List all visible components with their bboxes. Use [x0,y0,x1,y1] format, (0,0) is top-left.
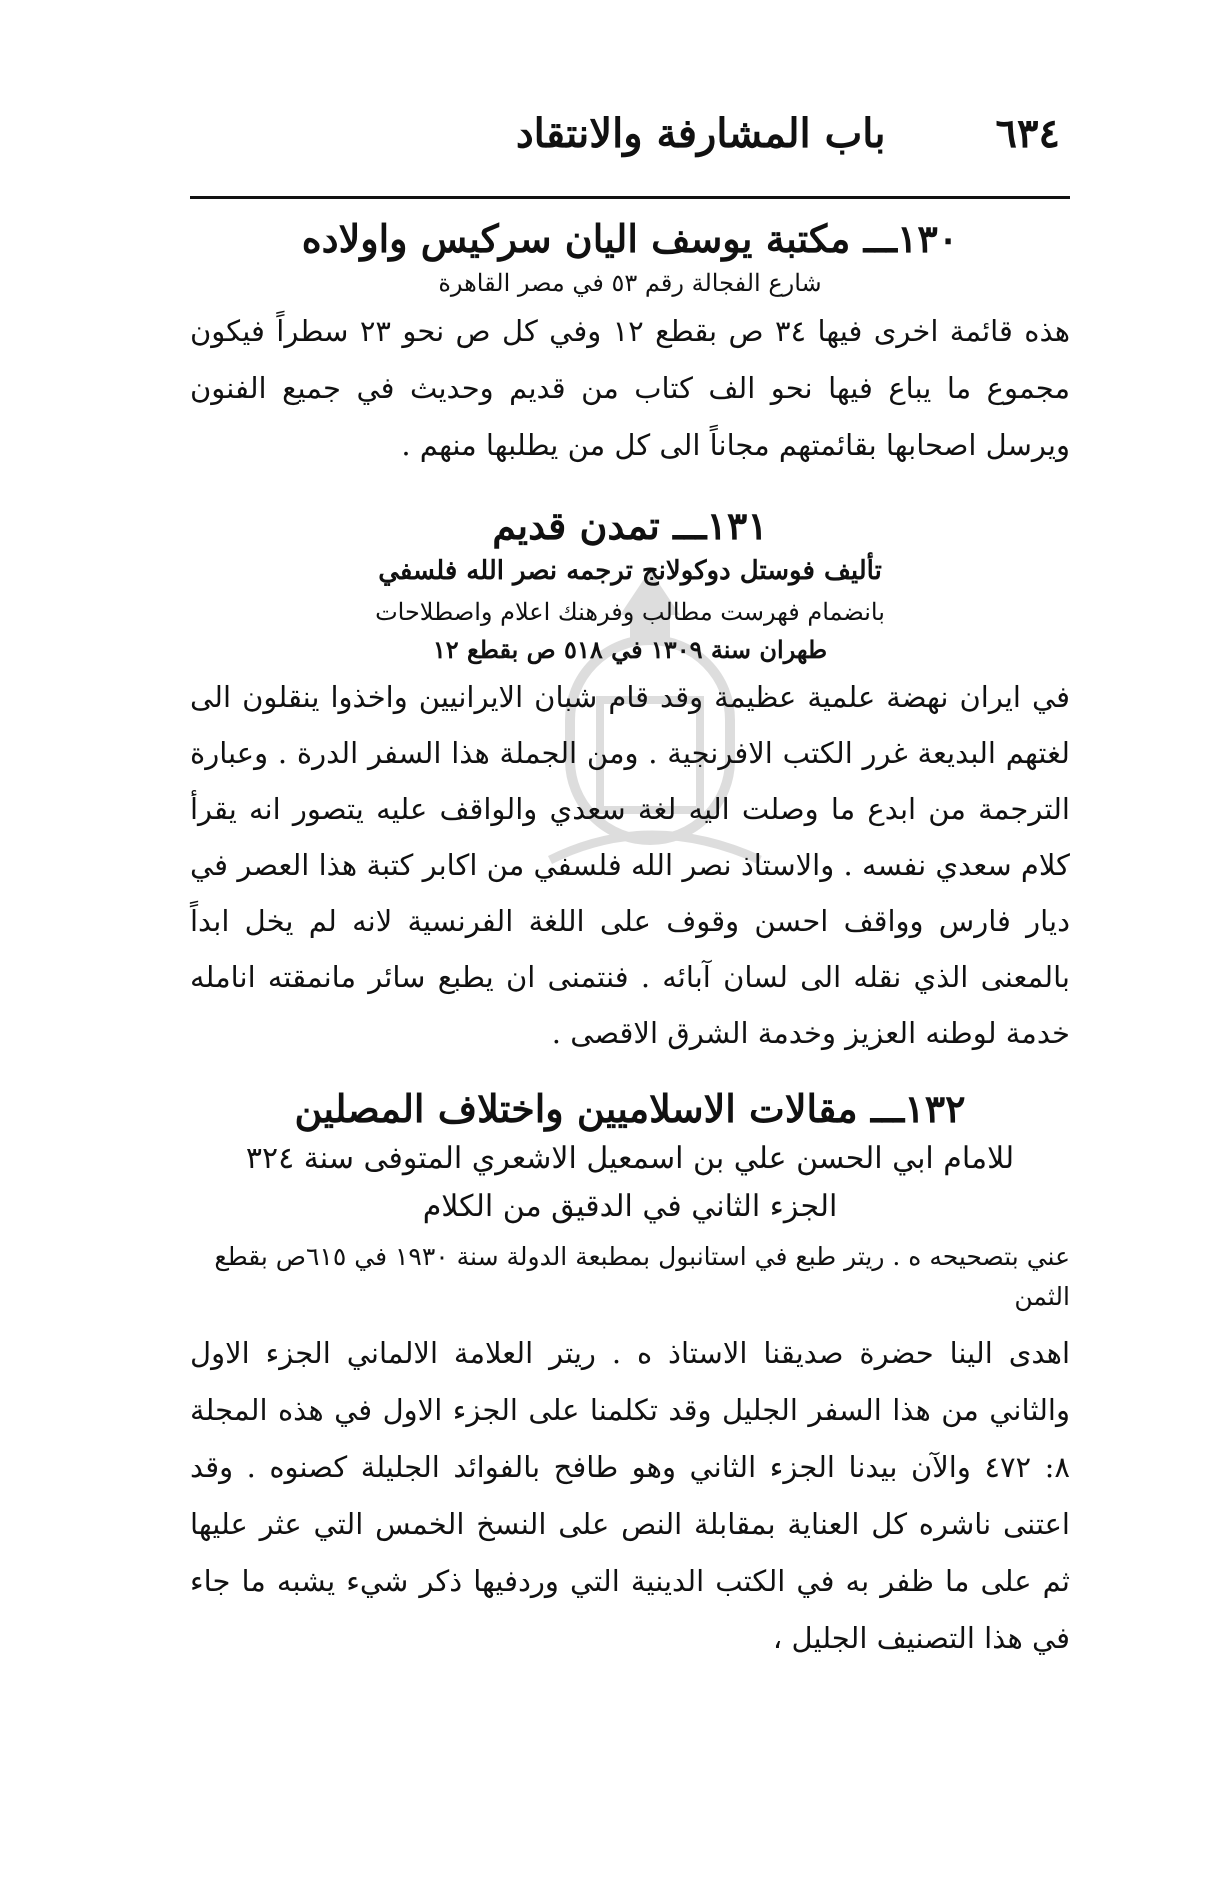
entry-title: ١٣٠ـــ مكتبة يوسف اليان سركيس واولاده [301,216,959,261]
entry-publication-info: عني بتصحيحه ه . ريتر طبع في استانبول بمطبعة الدولة سنة ١٩٣٠ في ٦١٥ص بقطع الثمن [214,1241,1070,1311]
page-number: ٦٣٤ [995,110,1060,157]
entry-paragraph: في ايران نهضة علمية عظيمة وقد قام شبان الايرانيين واخذوا ينقلون الى لغتهم البديعة غرر الكتب الافرنجية . ومن الجملة هذا السفر الدرة . وعبارة الترجمة من ابدع ما وصلت اليه لغة سعدي والواقف عليه يتصور انه يقرأ كلام سعدي نفسه . والاستاذ نصر الله فلسفي من اكابر كتبة هذا العصر في ديار فارس وواقف احسن وقوف على اللغة الفرنسية لانه لم يخل ابداً بالمعنى الذي نقله الى لسان آبائه . فنتمنى ان يطبع سائر مانمقته انامله خدمة لوطنه العزيز وخدمة الشرق الاقصى . [190,680,1070,1051]
running-title: باب المشارفة والانتقاد [515,110,886,157]
entry-130 [190,213,1070,474]
entry-title: ١٣١ـــ تمدن قديم [492,502,768,548]
running-header [190,110,1070,199]
entry-subtitle: طهران سنة ١٣٠٩ في ٥١٨ ص بقطع ١٢ [432,634,828,664]
entry-subtitle: الجزء الثاني في الدقيق من الكلام [422,1188,838,1224]
entry-subtitle: تأليف فوستل دوكولانج ترجمه نصر الله فلسفي [378,555,882,586]
document-page [190,110,1070,1667]
entry-subtitle: شارع الفجالة رقم ٥٣ في مصر القاهرة [438,269,822,298]
entry-paragraph: هذه قائمة اخرى فيها ٣٤ ص بقطع ١٢ وفي كل ص نحو ٢٣ سطراً فيكون مجموع ما يباع فيها نحو الف كتاب من قديم وحديث في جميع الفنون ويرسل اصحابها بقائمتهم مجاناً الى كل من يطلبها منهم . [190,313,1070,462]
entry-subtitle: بانضمام فهرست مطالب وفرهنك اعلام واصطلاحات [375,597,885,626]
entry-131 [190,500,1070,1062]
entry-title: ١٣٢ـــ مقالات الاسلاميين واختلاف المصلين [294,1086,966,1132]
entry-subtitle: للامام ابي الحسن علي بن اسمعيل الاشعري المتوفى سنة ٣٢٤ [245,1140,1015,1176]
entry-132 [190,1083,1070,1666]
entry-paragraph: اهدى الينا حضرة صديقنا الاستاذ ه . ريتر العلامة الالماني الجزء الاول والثاني من هذا السفر الجليل وقد تكلمنا على الجزء الاول في هذه المجلة ٨: ٤٧٢ والآن بيدنا الجزء الثاني وهو طافح بالفوائد الجليلة كصنوه . وقد اعتنى ناشره كل العناية بمقابلة النص على النسخ الخمس التي عثر عليها ثم على ما ظفر به في الكتب الدينية التي وردفيها ذكر شيء يشبه ما جاء في هذا التصنيف الجليل ، [190,1335,1070,1655]
